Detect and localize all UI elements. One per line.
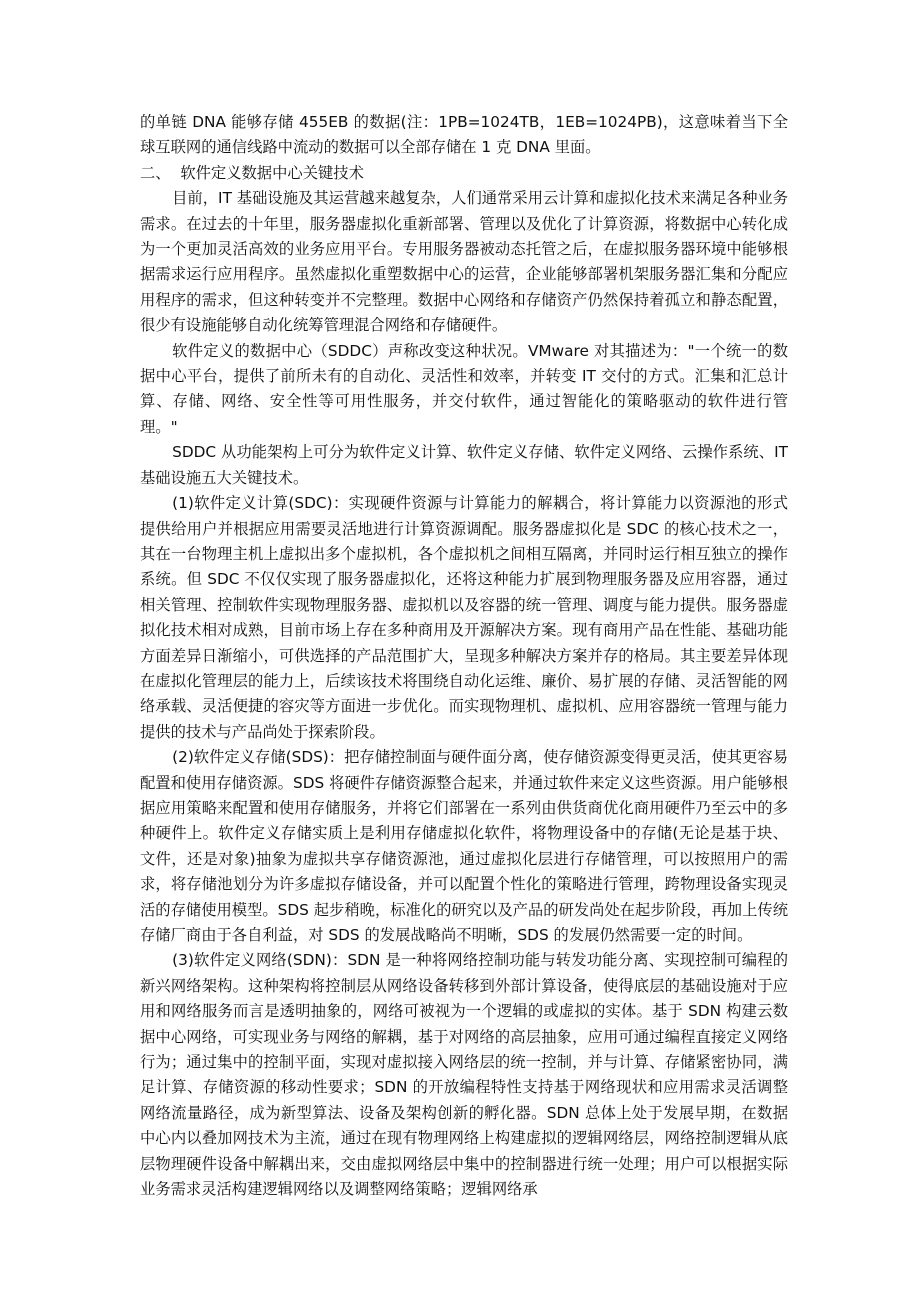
intro-paragraph-tail: 的单链 DNA 能够存储 455EB 的数据(注：1PB=1024TB，1EB=1024PB)，这意味着当下全球互联网的通信线路中流动的数据可以全部存储在 1 克 DNA 里面。 <box>140 113 788 157</box>
paragraph-sddc-architecture: SDDC 从功能架构上可分为软件定义计算、软件定义存储、软件定义网络、云操作系统、IT 基础设施五大关键技术。 <box>140 443 788 487</box>
paragraph-it-infrastructure: 目前，IT 基础设施及其运营越来越复杂，人们通常采用云计算和虚拟化技术来满足各种业务需求。在过去的十年里，服务器虚拟化重新部署、管理以及优化了计算资源，将数据中心转化成为一个更加灵活高效的业务应用平台。专用服务器被动态托管之后，在虚拟服务器环境中能够根据需求运行应用程序。虽然虚拟化重塑数据中心的运营，企业能够部署机架服务器汇集和分配应用程序的需求，但这种转变并不完整理。数据中心网络和存储资产仍然保持着孤立和静态配置，很少有设施能够自动化统筹管理混合网络和存储硬件。 <box>140 189 788 335</box>
paragraph-sddc-definition: 软件定义的数据中心（SDDC）声称改变这种状况。VMware 对其描述为："一个统一的数据中心平台，提供了前所未有的自动化、灵活性和效率，并转变 IT 交付的方式。汇集和汇总计算、存储、网络、安全性等可用性服务，并交付软件，通过智能化的策略驱动的软件进行管理。" <box>140 341 788 436</box>
paragraph-sdn: (3)软件定义网络(SDN)：SDN 是一种将网络控制功能与转发功能分离、实现控制可编程的新兴网络架构。这种架构将控制层从网络设备转移到外部计算设备，使得底层的基础设施对于应用和网络服务而言是透明抽象的，网络可被视为一个逻辑的或虚拟的实体。基于 SDN 构建云数据中心网络，可实现业务与网络的解耦，基于对网络的高层抽象，应用可通过编程直接定义网络行为；通过集中的控制平面，实现对虚拟接入网络层的统一控制，并与计算、存储紧密协同，满足计算、存储资源的移动性要求；SDN 的开放编程特性支持基于网络现状和应用需求灵活调整网络流量路径，成为新型算法、设备及架构创新的孵化器。SDN 总体上处于发展早期，在数据中心内以叠加网技术为主流，通过在现有物理网络上构建虚拟的逻辑网络层，网络控制逻辑从底层物理硬件设备中解耦出来，交由虚拟网络层中集中的控制器进行统一处理；用户可以根据实际业务需求灵活构建逻辑网络以及调整网络策略；逻辑网络承 <box>140 951 788 1199</box>
document-page <box>140 110 788 1202</box>
section-heading: 二、 软件定义数据中心关键技术 <box>140 163 364 182</box>
paragraph-sds: (2)软件定义存储(SDS)：把存储控制面与硬件面分离，使存储资源变得更灵活，使其更容易配置和使用存储资源。SDS 将硬件存储资源整合起来，并通过软件来定义这些资源。用户能够根据应用策略来配置和使用存储服务，并将它们部署在一系列由供货商优化商用硬件乃至云中的多种硬件上。软件定义存储实质上是利用存储虚拟化软件，将物理设备中的存储(无论是基于块、文件，还是对象)抽象为虚拟共享存储资源池，通过虚拟化层进行存储管理，可以按照用户的需求，将存储池划分为许多虚拟存储设备，并可以配置个性化的策略进行管理，跨物理设备实现灵活的存储使用模型。SDS 起步稍晚，标准化的研究以及产品的研发尚处在起步阶段，再加上传统存储厂商由于各自利益，对 SDS 的发展战略尚不明晰，SDS 的发展仍然需要一定的时间。 <box>140 748 788 944</box>
paragraph-sdc: (1)软件定义计算(SDC)：实现硬件资源与计算能力的解耦合，将计算能力以资源池的形式提供给用户并根据应用需要灵活地进行计算资源调配。服务器虚拟化是 SDC 的核心技术之一，其在一台物理主机上虚拟出多个虚拟机，各个虚拟机之间相互隔离，并同时运行相互独立的操作系统。但 SDC 不仅仅实现了服务器虚拟化，还将这种能力扩展到物理服务器及应用容器，通过相关管理、控制软件实现物理服务器、虚拟机以及容器的统一管理、调度与能力提供。服务器虚拟化技术相对成熟，目前市场上存在多种商用及开源解决方案。现有商用产品在性能、基础功能方面差异日渐缩小，可供选择的产品范围扩大，呈现多种解决方案并存的格局。其主要差异体现在虚拟化管理层的能力上，后续该技术将围绕自动化运维、廉价、易扩展的存储、灵活智能的网络承载、灵活便捷的容灾等方面进一步优化。而实现物理机、虚拟机、应用容器统一管理与能力提供的技术与产品尚处于探索阶段。 <box>140 494 788 741</box>
